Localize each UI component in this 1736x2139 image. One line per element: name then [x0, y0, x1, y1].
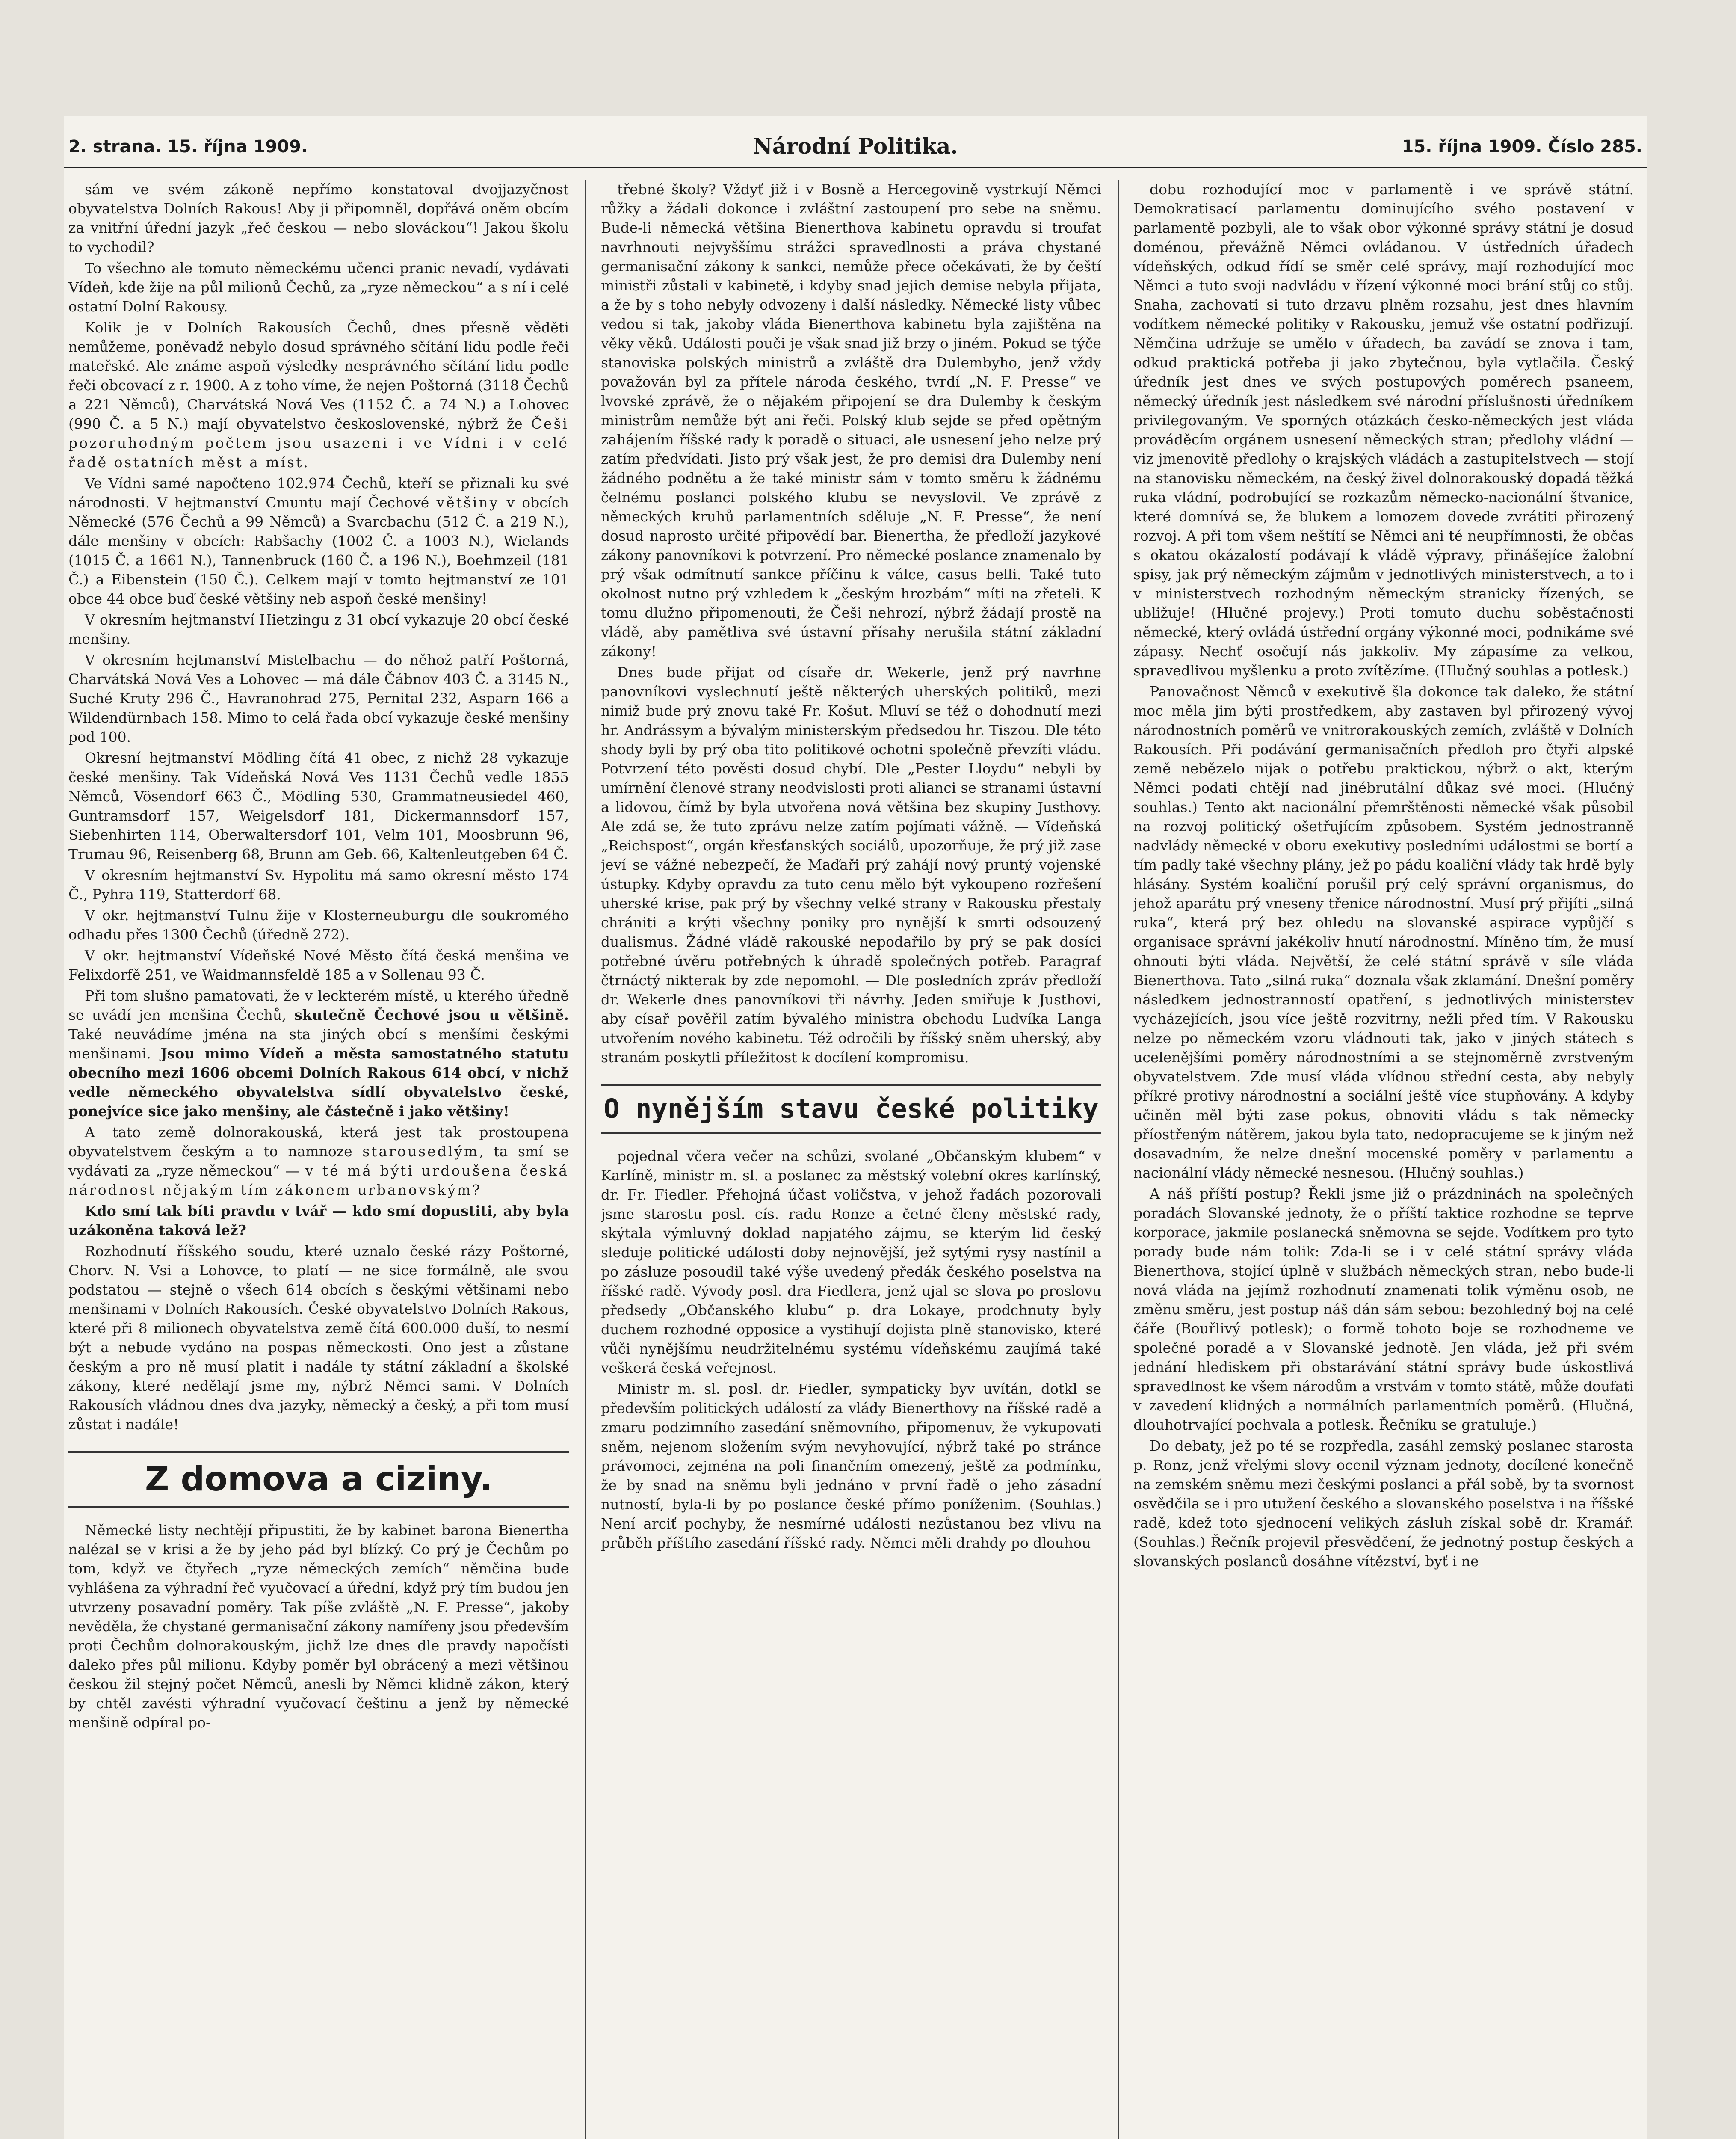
paragraph: Dnes bude přijat od císaře dr. Wekerle, jenž prý navrhne panovníkovi vyslechnutí ještě některých uherských politiků, mezi nimiž bude prý znovu také Fr. Košut. Mluví se též o dohodnutí mezi hr. Andrássym a bývalým ministerským předsedou hr. Tiszou. Dle této shody byli by prý oba tito politikové ochotni společně převzíti vládu. Potvrzení této pověsti dosud chybí. Dle „Pester Lloydu“ nebyli by umírnění členové strany neodvislosti proti alianci se stranami ústavní a lidovou, čímž by byla utvořena nová většina bez skupiny Justhovy. Ale zdá se, že tuto zprávu nelze zatím pojímati vážně. — Vídeňská „Reichspost“, orgán křesťanských sociálů, upozorňuje, že prý již zase jeví se vážné nebezpečí, že Maďaři prý zahájí nový pruntý vojenské ústupky. Kdyby opravdu za tuto cenu mělo být vykoupeno rozřešení uherské krise, pak prý by všechny velké strany v Rakousku přestaly chrániti a krýti všechny poniky pro nynější k smrti odsouzený dualismus. Žádné vládě rakouské nepodařilo by prý se pak dosíci potřebné úvěru potřebných k úhradě společných potřeb. Paragraf čtrnáctý nikterak by zde nepomohl. — Dle posledních zpráv předloží dr. Wekerle dnes panovníkovi tři návrhy. Jeden smiřuje k Justhovi, aby císař pověřil zatím bývalého ministra obchodu Ludvíka Langa utvořením nového kabinetu. Též odročili by říšský sněm uherský, aby stranám poskytli příležitost k docílení kompromisu. [601, 664, 1101, 1066]
spaced-text: většiny [436, 494, 500, 511]
paragraph: Kdo smí tak bíti pravdu v tvář — kdo smí dopustiti, aby byla uzákoněna taková lež? [68, 1203, 569, 1238]
spaced-text: v té má býti urdoušena česká národnost nějakým tím zákonem urbanovským? [68, 1162, 569, 1198]
paragraph: Okresní hejtmanství Mödling čítá 41 obec, z nichž 28 vykazuje české menšiny. Tak Vídeňská Nová Ves 1131 Čechů vedle 1855 Němců, Vösendorf 663 Č., Mödling 530, Grammatneusiedel 460, Guntramsdorf 157, Weigelsdorf 181, Dickermannsdorf 157, Siebenhirten 114, Oberwaltersdorf 101, Velm 101, Moosbrunn 96, Trumau 96, Reisenberg 68, Brunn am Geb. 66, Kaltenleutgeben 64 Č. [68, 750, 569, 862]
paragraph: Ministr m. sl. posl. dr. Fiedler, sympaticky byv uvítán, dotkl se především politických událostí za vlády Bienerthovy na říšské radě a zmaru podzimního zasedání sněmovního, připomenuv, že vykupovati sněm, nejenom složením svým nevyhovující, nýbrž také po stránce právomoci, zejména na poli finančním omezený, ještě za podmínku, že by snad na sněmu byli jednáno v první řadě o jeho zásadní nutností, byla-li by po poslance české přímo poníženim. (Souhlas.) Není arciť pochyby, že nesmírné události nezůstanou bez vlivu na průběh příštího zasedání říšské rady. Němci měli drahdy po dlouhou [601, 1381, 1101, 1551]
paragraph [68, 318, 569, 472]
paragraph: To všechno ale tomuto německému učenci pranic nevadí, vydávati Vídeň, kde žije na půl milionů Čechů, za „ryze německou“ a s ní i celé ostatní Dolní Rakousy. [68, 260, 569, 315]
paragraph: třebné školy? Vždyť již i v Bosně a Hercegovině vystrkují Němci růžky a žádali dokonce i zvláštní zastoupení pro sebe na sněmu. Bude-li německá většina Bienerthova kabinetu opravdu si troufat navrhnouti nejvyššímu strážci spravedlnosti a práva chystané germanisační zákony k sankci, nemůže přece očekávati, že by čeští ministři zůstali v kabinetě, i kdyby snad jejich demise nebyla přijata, a že by s toho nebyly odvozeny i další následky. Německé listy vůbec vedou si tak, jakoby vláda Bienerthova kabinetu byla zajištěna na věky věků. Události pouči je však snad již brzy o jiném. Pokud se týče stanoviska polských ministrů a zvláště dra Dulembyho, jenž vždy považován byl za přítele národa českého, tvrdí „N. F. Presse“ ve lvovské zprávě, že o nějakém připojení se dra Dulemby k českým ministrům nemůže být ani řeči. Polský klub sejde se před opětným zahájením říšské rady k poradě o situaci, ale usnesení jeho nelze prý zatím předvídati. Jisto prý však jest, že pro demisi dra Dulemby není žádného podnětu a že také ministr sám v tomto směru k žádnému čelnému poslanci polského klubu se nevyslovil. Ve zprávě z německých kruhů parlamentních sděluje „N. F. Presse“, že není dosud naprosto určité připovědí bar. Bienertha, že předloží jazykové zákony panovníkovi k potvrzení. Pro německé poslance znamenalo by prý však odmítnutí sankce příčinu k válce, casus belli. Také tuto okolnost nutno prý vzhledem k „českým hrozbám“ míti na zřeteli. K tomu dlužno připomenouti, že Češi nehrozí, nýbrž žádají prostě na vládě, aby pamětliva své ústavní přísahy nerušila státní základní zákony! [601, 181, 1101, 660]
section-heading: O nynějším stavu české politiky [601, 1084, 1101, 1134]
bold-text: skutečně Čechové jsou u většině. [294, 1007, 569, 1023]
spaced-text: Češi pozoruhodným počtem jsou usazeni i ve Vídni i v celé řadě ostatních měst a míst. [68, 415, 569, 471]
paragraph: V okresním hejtmanství Hietzingu z 31 obcí vykazuje 20 obcí české menšiny. [68, 611, 569, 647]
text-run: Kolik je v Dolních Rakousích Čechů, dnes přesně věděti nemůžeme, poněvadž nebylo dosud správného sčítání lidu podle řeči mateřské. Ale známe aspoň výsledky nesprávného sčítání lidu podle řeči obcovací z r. 1900. A z toho víme, že nejen Poštorná (3118 Čechů a 221 Němců), Charvátská Nová Ves (1152 Č. a 74 N.) a Lohovec (990 Č. a 5 N.) mají obyvatelstvo československé, nýbrž že [68, 319, 569, 432]
text-run: Při tom slušno pamatovati, že v leckterém místě, u kterého úředně se uvádí jen menšina Čechů, [68, 987, 569, 1023]
text-run: Také neuvádíme jména na sta jiných obcí s menšími českými menšinami. [68, 1026, 569, 1062]
paragraph: V okr. hejtmanství Tulnu žije v Klosterneuburgu dle soukromého odhadu přes 1300 Čechů (úředně 272). [68, 907, 569, 943]
paragraph: Rozhodnutí říšského soudu, které uznalo české rázy Poštorné, Chorv. N. Vsi a Lohovce, to platí — ne sice formálně, ale svou podstatou — stejně o všech 614 obcích s českými většinami nebo menšinami v Dolních Rakousích. České obyvatelstvo Dolních Rakous, které při 8 milionech obyvatelstva země čítá 600.000 duší, to nesmí být a nebude vydáno na pospas německosti. Ono jest a zůstane českým a pro ně musí platit i nadále ty státní základní a školské zákony, které nedělají jsme my, nýbrž Němci sami. V Dolních Rakousích vládnou dnes dva jazyky, německý a český, a při tom musí zůstat i nadále! [68, 1243, 569, 1433]
column-rule [1118, 180, 1119, 2139]
paragraph [68, 986, 569, 1121]
paragraph: V okr. hejtmanství Vídeňské Nové Město čítá česká menšina ve Felixdorfě 251, ve Waidmannsfeldě 185 a v Sollenau 93 Č. [68, 947, 569, 983]
column-2 [601, 180, 1101, 2139]
header-date-right: 15. října 1909. Číslo 285. [1402, 137, 1642, 157]
text-run: v obcích Německé (576 Čechů a 99 Němců) a Svarcbachu (512 Č. a 219 N.), dále menšiny v obcích: Rabšachy (1002 Č. a 1003 N.), Wielands (1015 Č. a 1661 N.), Tannenbruck (160 Č. a 196 N.), Boehmzeil (181 Č.) a Eibenstein (150 Č.). Celkem mají v tomto hejtmanství ze 101 obce 44 obce buď české většiny neb aspoň české menšiny! [68, 494, 569, 607]
paragraph: A náš příští postup? Řekli jsme již o prázdninách na společných poradách Slovanské jednoty, že o příští taktice rozhodne se teprve korporace, jakmile poslanecká sněmovna se sejde. Vodítkem pro tyto porady bude nám tolik: Zda-li se i v celé státní správy vláda Bienerthova, stojící úplně v službách německých stran, nebo bude-li nová vláda na jejímž rozhodnutí znamenati tolik výměnu osob, ne změnu směru, jest postup náš dán sám sebou: bezohledný boj na celé čáře (Bouřlivý potlesk); o formě tohoto boje se rozhodneme ve společné poradě a v Slovanské jednotě. Jen vláda, jež při svém jednání hlediskem při obstarávání státní správy bude úskostlivá spravedlnost ke všem národům a vrstvám v tomto státě, může doufati v zavedení klidných a normálních parlamentních poměrů. (Hlučná, dlouhotrvající pochvala a potlesk. Řečníku se gratuluje.) [1133, 1185, 1634, 1433]
paragraph: V okresním hejtmanství Sv. Hypolitu má samo okresní město 174 Č., Pyhra 119, Statterdorf 68. [68, 867, 569, 903]
text-run: Ve Vídni samé napočteno 102.974 Čechů, kteří se přiznali ku své národnosti. V hejtmanství Cmuntu mají Čechové [68, 475, 569, 511]
paragraph: dobu rozhodující moc v parlamentě i ve správě státní. Demokratisací parlamentu dominujícího svého postavení v parlamentě pozbyli, ale to však obor výkonné správy státní je dosud doménou, převážně Němci ovládanou. V ústředních úřadech vídeňských, odkud řídí se směr celé správy, mají rozhodující moc Němci a tuto svoji nadvládu v řízení výkonné moci brání stůj co stůj. Snaha, zachovati si tuto drzavu plněm rozsahu, jest dnes hlavním vodítkem německé politiky v Rakousku, jemuž vše ostatní podřizují. Němčina udržuje se umělo v úřadech, ba zavádí se znova i tam, odkud praktická potřeba ji jako zbytečnou, byla vytlačila. Český úředník jest dnes ve svých postupových poměrech psaneem, německý úředník jest následkem své národní příslušnosti úředníkem privilegovaným. Ve sporných otázkách česko-německých jest vláda prováděcím orgánem usnesení německých stran; předlohy vládní — viz jmenovitě předlohy o krajských vládách a zastupitelstvech — stojí na stanovisku německém, na český živel dolnorakouský dopadá těžká ruka vládní, podrobující se rozkazům německo-nacionální štvanice, které domnívá se, že blukem a lomozem dovede zvrátiti přirozený rozvoj. A při tom všem neštítí se Němci ani té neupřímnosti, že občas s okatou okázalostí podávají k vládě výpravy, přinášejíce žalobní spisy, jak prý německým zájmům v jednotlivých ministerstvech, a to i v ministerstvech rozhodným německým stranicky řízených, se ubližuje! (Hlučné projevy.) Proti tomuto duchu soběstačnosti německé, který ovládá ústřední orgány výkonné moci, podnikáme své zápasy. Nechť osočují nás jakkoliv. My zápasíme za velkou, spravedlivou myšlenku a proto zvítězíme. (Hlučný souhlas a potlesk.) [1133, 181, 1634, 679]
column-3 [1133, 180, 1634, 2139]
paragraph: Do debaty, jež po té se rozpředla, zasáhl zemský poslanec starosta p. Ronz, jenž vřelými slovy ocenil význam jednoty, docílené konečně na zemském sněmu mezi českými poslanci a přál sobě, by ta svornost osvědčila se i pro utužení českého a slovanského poselstva i na říšské radě, kdež toto sjednocení velikých zásluh získal sobě dr. Kramář. (Souhlas.) Řečník projevil přesvědčení, že jednotný postup českých a slovanských poslanců dosáhne vítězství, byť i ne [1133, 1437, 1634, 1570]
section-heading: Z domova a ciziny. [68, 1451, 569, 1508]
newspaper-page [64, 116, 1647, 2139]
header-date-left: 2. strana. 15. října 1909. [68, 137, 308, 157]
paragraph: Německé listy nechtějí připustiti, že by kabinet barona Bienertha nalézal se v krisi a že by jeho pád byl blízký. Co prý je Čechům po tom, když ve čtyřech „ryze německých zemích“ němčina bude vyhlášena za výhradní řeč vyučovací a úřední, když prý tím budou jen utvrzeny posavadní poměry. Tak píše zvláště „N. F. Presse“, jakoby nevěděla, že chystané germanisační zákony namířeny jsou především proti Čechům dolnorakouským, jichž lze dnes dle pravdy napočísti daleko přes půl milionu. Kdyby poměr byl obrácený a mezi většinou českou žil stejný počet Němců, anesli by Němci klidně zákon, který by chtěl zavésti výhradní vyučovací češtinu a jenž by německé menšině odpíral po- [68, 1522, 569, 1731]
paragraph [68, 474, 569, 608]
paragraph: pojednal včera večer na schůzi, svolané „Občanským klubem“ v Karlíně, ministr m. sl. a poslanec za městský volební okres karlínský, dr. Fr. Fiedler. Přehojná účast voličstva, v jehož řadách pozorovali jsme starostu posl. cís. radu Ronze a četné členy městské rady, skýtala výmluvný doklad napjatého zájmu, se kterým lid český sleduje politické události doby nejnovější, jež sytými rysy nastínil a po zásluze posoudil také výše uvedený předák českého poselstva na říšské radě. Vývody posl. dra Fiedlera, jenž ujal se slova po proslovu předsedy „Občanského klubu“ p. dra Lokaye, prodchnuty byly duchem rozhodné opposice a vystihují dojista plně stanovisko, které vůči nynějšímu neudržitelnému systému vídeňskému zaujímá také veškerá česká veřejnost. [601, 1148, 1101, 1376]
text-run: , ta smí se vydávati za „ryze německou“ — [68, 1143, 569, 1179]
paragraph: V okresním hejtmanství Mistelbachu — do něhož patří Poštorná, Charvátská Nová Ves a Lohovec — má dále Čábnov 403 Č. a 3145 N., Suché Kruty 296 Č., Havranohrad 275, Pernital 232, Asparn 166 a Wildendürnbach 158. Mimo to celá řada obcí vykazuje české menšiny pod 100. [68, 652, 569, 745]
paragraph: Panovačnost Němců v exekutivě šla dokonce tak daleko, že státní moc měla jim býti prostředkem, aby zastaven byl přirozený vývoj národnostních poměrů ve vnitrorakouských zemích, zvláště v Dolních Rakousích. Při podávání germanisačních předloh pro čtyři alpské země nebězelo nijak o potřebu praktickou, nýbrž o akt, kterým Němci podati chtějí nad jinébrutální důkaz své moci. (Hlučný souhlas.) Tento akt nacionální přemrštěnosti německé však působil na rozvoj politický ošetřujícím způsobem. Systém jednostranně nadvlády německé v oboru exekutivy posledními událostmi se bortí a tím padly také všechny plány, jež po pádu koaliční vlády tak hrdě byly hlásány. Systém koaliční porušil prý celý správní organismus, do jehož aparátu prý vneseny třenice národnostní. Musí prý přijíti „silná ruka“, která prý bez ohledu na slovanské aspirace vypůjčí s organisace správní jakékoliv hnutí národnostní. Míněno tím, že musí ohnouti býti vláda. Největší, že celé státní správě v síle vláda Bienerthova. Tato „silná ruka“ doznala však zklamání. Dnešní poměry následkem jednostranností opatření, s jednotlivých ministerstev vycházejících, jsou více ještě rozvitrny, nežli před tím. V Rakousku nelze po německém vzoru vládnouti tak, jako v jiných státech s ucelenějšími poměry národnostními a se stejnoměrně zvrstveným obyvatelstvem. Zde musí vláda vlídnou střední cesta, aby nebyly příkré protivy národnostní a sociální ještě více stupňovány. A kdyby učiněn měl býti zase pokus, obnoviti vládu s tak německy příostřeným nátěrem, jakou byla tato, nedopracujeme se k jiným než dosavadním, že nelze dnešní mocenské poměry v parlamentu a nacionální vlády německé nesnesou. (Hlučný souhlas.) [1133, 683, 1634, 1181]
column-rule [585, 180, 586, 2139]
paragraph: sám ve svém zákoně nepřímo konstatoval dvojjazyčnost obyvatelstva Dolních Rakous! Aby ji připomněl, dopřává oněm obcím za vnitřní úřední jazyk „řeč českou — nebo slováckou“! Jakou školu to vychodil? [68, 181, 569, 255]
page-header [64, 128, 1647, 169]
masthead-title: Národní Politika. [753, 133, 958, 159]
text-run: A tato země dolnorakouská, která jest tak prostoupena obyvatelstvem českým a to namnoze [68, 1124, 569, 1160]
column-1 [68, 180, 569, 2139]
spaced-text: starousedlým [362, 1143, 479, 1160]
bold-text: Jsou mimo Vídeň a města samostatného statutu obecního mezi 1606 obcemi Dolních Rakous 614 obcí, v nichž vedle německého obyvatelstva sídlí obyvatelstvo české, ponejvíce sice jako menšiny, ale částečně i jako většiny! [68, 1045, 569, 1120]
paragraph [68, 1123, 569, 1200]
